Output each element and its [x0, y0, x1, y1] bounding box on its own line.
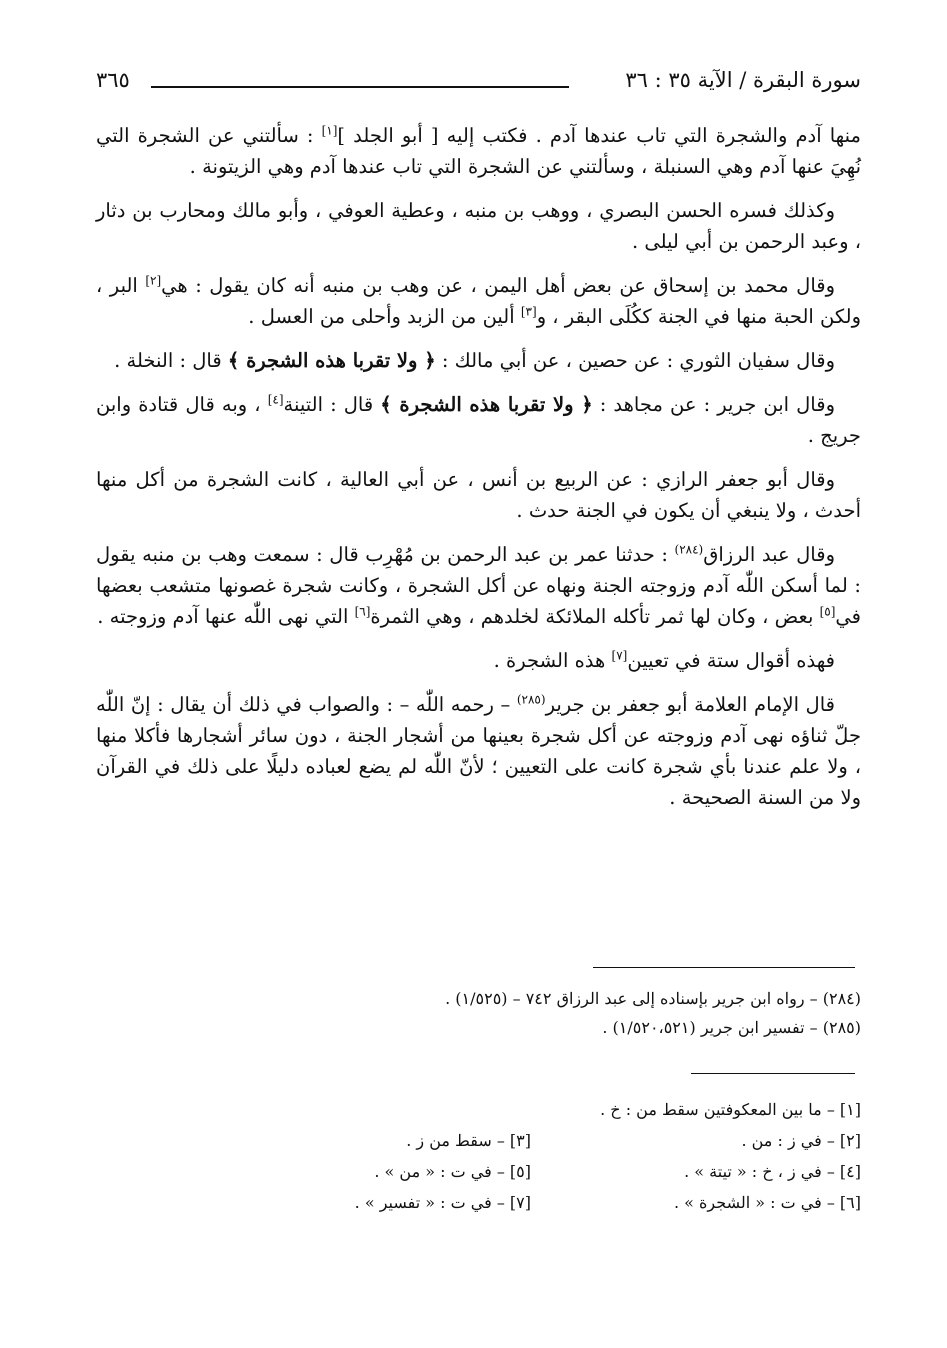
text-run: هذه الشجرة .	[493, 649, 612, 672]
text-run: ، وبه قال قتادة وابن جريج .	[96, 393, 861, 447]
footnote-ref: [٣]	[520, 304, 537, 319]
footnote-row	[200, 1156, 861, 1187]
page-number: ٣٦٥	[96, 68, 130, 92]
paragraph	[96, 539, 861, 632]
footnote-row	[200, 1187, 861, 1218]
text-run: وقال ابن جرير : عن مجاهد :	[592, 393, 835, 416]
text-run: وقال سفيان الثوري : عن حصين ، عن أبي مالك :	[435, 349, 835, 372]
variant-footnote: [٤] – في ز ، خ : « تيتة » .	[684, 1162, 861, 1181]
footnote-ref: [٢]	[145, 273, 162, 288]
footnote-row	[200, 1094, 861, 1125]
text-run: البر ، ولكن الحبة منها في الجنة ككُلَى البقر ، و	[96, 274, 861, 328]
text-run: ألين من الزبد وأحلى من العسل .	[248, 305, 521, 328]
footnote-ref: (٢٨٤)	[674, 542, 704, 557]
text-run: وقال محمد بن إسحاق عن بعض أهل اليمن ، عن وهب بن منبه أنه كان يقول : هي	[161, 274, 835, 297]
variant-footnote: [٧] – في ت : « تفسير » .	[354, 1193, 531, 1212]
source-footnote: (٢٨٤) – رواه ابن جرير بإسناده إلى عبد الرزاق ٧٤٢ – (١/٥٢٥) .	[445, 989, 861, 1008]
footnote-ref: [١]	[321, 123, 338, 138]
text-run: وقال أبو جعفر الرازي : عن الربيع بن أنس ، عن أبي العالية ، كانت الشجرة من أكل منها أحدث ، ولا ينبغي أن يكون في الجنة حدث .	[96, 468, 861, 522]
quran-quote: ﴿ ولا تقربا هذه الشجرة ﴾	[227, 349, 436, 372]
paragraph	[96, 120, 861, 182]
text-run: منها آدم والشجرة التي تاب عندها آدم . فكتب إليه [ أبو الجلد ]	[337, 124, 861, 147]
text-run: فهذه أقوال ستة في تعيين	[627, 649, 835, 672]
page-header	[96, 62, 861, 98]
variant-footnote: [٢] – في ز : من .	[741, 1131, 861, 1150]
text-run: : حدثنا عمر بن عبد الرحمن بن مُهْرِب قال : سمعت وهب بن منبه يقول : لما أسكن اللّٰه آدم وزوجته الجنة ونهاه عن أكل الشجرة ، وكانت شجرة غصونها متشعب بعضها في	[96, 543, 861, 628]
quran-quote: ﴿ ولا تقربا هذه الشجرة ﴾	[380, 393, 593, 416]
footnote-ref: [٧]	[611, 648, 628, 663]
running-title: سورة البقرة / الآية ٣٥ : ٣٦	[625, 68, 861, 92]
paragraph	[96, 464, 861, 526]
main-text	[96, 120, 861, 826]
footnote-row	[200, 1125, 861, 1156]
source-footnotes	[96, 984, 861, 1042]
text-run: التي نهى اللّٰه عنها آدم وزوجته .	[97, 605, 355, 628]
text-run: قال : النخلة .	[114, 349, 228, 372]
footnote-separator	[691, 1073, 855, 1074]
paragraph	[96, 195, 861, 257]
text-run: وكذلك فسره الحسن البصري ، ووهب بن منبه ، وعطية العوفي ، وأبو مالك ومحارب بن دثار ، وعبد الرحمن بن أبي ليلى .	[96, 199, 861, 253]
text-run: بعض ، وكان لها ثمر تأكله الملائكة لخلدهم ، وهي الثمرة	[370, 605, 820, 628]
text-run: وقال عبد الرزاق	[703, 543, 835, 566]
text-run: قال الإمام العلامة أبو جعفر بن جرير	[545, 693, 835, 716]
variant-footnote: [٣] – سقط من ز .	[406, 1131, 531, 1150]
paragraph	[96, 270, 861, 332]
footnote-ref: (٢٨٥)	[516, 692, 546, 707]
variant-footnote: [١] – ما بين المعكوفتين سقط من : خ .	[600, 1100, 861, 1119]
footnote-ref: [٥]	[819, 604, 836, 619]
variant-footnote: [٦] – في ت : « الشجرة » .	[673, 1193, 861, 1212]
footnote-ref: [٦]	[354, 604, 371, 619]
text-run: : سألتني عن الشجرة التي نُهِيَ عنها آدم وهي السنبلة ، وسألتني عن الشجرة التي تاب عندها آدم وهي الزيتونة .	[96, 124, 861, 178]
header-rule	[151, 86, 569, 88]
paragraph	[96, 389, 861, 451]
paragraph	[96, 345, 861, 376]
paragraph	[96, 689, 861, 813]
footnote-separator	[593, 967, 855, 968]
paragraph	[96, 645, 861, 676]
text-run: قال : التينة	[283, 393, 381, 416]
footnote-ref: [٤]	[267, 392, 284, 407]
variant-footnotes	[200, 1094, 861, 1218]
text-run: – رحمه اللّٰه – : والصواب في ذلك أن يقال : إنّ اللّٰه جلّ ثناؤه نهى آدم وزوجته عن أكل شجرة بعينها من أشجار الجنة ، دون سائر أشجارها فأكلا منها ، ولا علم عندنا بأي شجرة كانت على التعيين ؛ لأنّ اللّٰه لم يضع لعباده دليلًا على ذلك في القرآن ولا من السنة الصحيحة .	[96, 693, 861, 809]
source-footnote: (٢٨٥) – تفسير ابن جرير (١/٥٢٠،٥٢١) .	[602, 1018, 861, 1037]
variant-footnote: [٥] – في ت : « من » .	[374, 1162, 531, 1181]
